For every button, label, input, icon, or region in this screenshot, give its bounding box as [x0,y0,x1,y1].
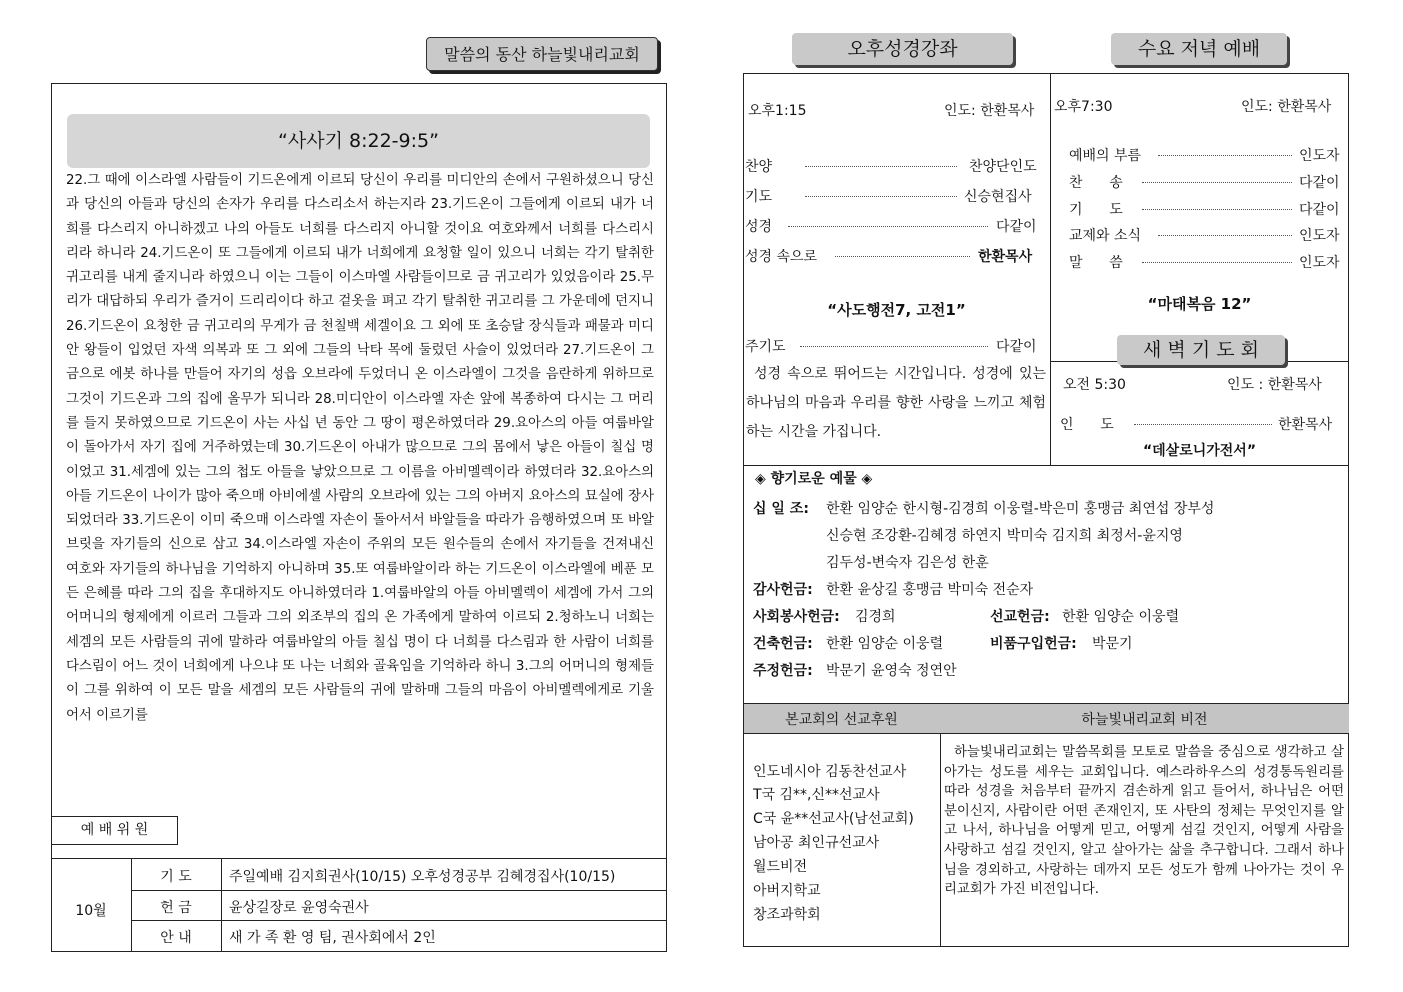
wednesday-item-value: 인도자 [1299,148,1340,164]
wednesday-passage: “마태복음 12” [1147,295,1252,313]
mission-offering-value: 한환 임양순 이웅렬 [1062,609,1180,625]
afternoon-time: 오후1:15 [748,103,807,119]
afternoon-item-value: 신승현집사 [964,189,1032,205]
committee-role-offering: 헌 금 [160,900,192,916]
afternoon-item-label: 성경 [745,219,773,235]
building-value: 한환 임양순 이웅렬 [826,636,944,652]
committee-value-offering: 윤상길장로 윤영숙권사 [229,900,369,916]
afternoon-item-label: 기도 [745,189,773,205]
wednesday-heading: 수요 저녁 예배 [1137,38,1261,60]
offering-heading: ◈ 향기로운 예물 ◈ [755,471,873,487]
scripture-title: “사사기 8:22-9:5” [278,130,439,152]
wednesday-item-label: 기 도 [1069,202,1123,218]
thanks-label: 감사헌금: [753,582,813,598]
wednesday-item-label: 교제와 소식 [1069,228,1142,244]
committee-month: 10월 [75,903,107,919]
scripture-title-bar [67,114,650,168]
vision-heading: 하늘빛내리교회 비전 [1081,712,1208,728]
mission-item: C국 윤**선교사(남선교회) [753,811,914,827]
church-name-badge [426,37,658,71]
wednesday-leader: 인도: 한환목사 [1241,99,1332,115]
afternoon-item-label: 찬양 [745,159,773,175]
afternoon-item-label: 성경 속으로 [745,249,818,265]
supplies-label: 비품구입헌금: [990,636,1077,652]
committee-label-box [51,816,178,845]
dawn-leader: 인도 : 한환목사 [1227,377,1322,393]
church-name: 말씀의 동산 하늘빛내리교회 [444,45,640,64]
wednesday-heading-pill [1111,33,1287,65]
afternoon-heading: 오후성경강좌 [847,38,958,60]
dawn-item-label: 인 도 [1060,417,1114,433]
wednesday-item-value: 다같이 [1299,175,1340,191]
building-label: 건축헌금: [753,636,813,652]
committee-value-prayer: 주일예배 김지희권사(10/15) 오후성경공부 김혜경집사(10/15) [229,869,616,885]
afternoon-passage: “사도행전7, 고전1” [827,301,966,319]
mission-item: 월드비전 [753,859,808,875]
wednesday-item-value: 다같이 [1299,202,1340,218]
dawn-item-value: 한환목사 [1278,417,1333,433]
afternoon-item-value: 찬양단인도 [969,159,1037,175]
dawn-passage: “데살로니가전서” [1142,443,1257,459]
wednesday-item-value: 인도자 [1299,228,1340,244]
afternoon-item-value: 다같이 [996,219,1037,235]
mission-item: T국 김**,신**선교사 [753,787,880,803]
afternoon-description: 성경 속으로 뛰어드는 시간입니다. 성경에 있는 하나님의 마음과 우리를 향한 사랑을 느끼고 체험하는 시간을 가집니다. [746,366,1046,440]
mission-item: 아버지학교 [753,883,821,899]
dawn-time: 오전 5:30 [1063,377,1126,393]
dawn-heading-pill [1117,335,1285,365]
wednesday-item-label: 찬 송 [1069,175,1123,191]
tithe-line: 한환 임양순 한시형-김경희 이웅렬-박은미 홍맹금 최연섭 장부성 [826,501,1215,517]
tithe-line: 신승현 조강환-김혜경 하연지 박미숙 김지희 최정서-윤지영 [826,528,1183,544]
mission-item: 인도네시아 김동찬선교사 [753,764,907,780]
social-value: 김경희 [855,609,896,625]
wednesday-item-label: 말 씀 [1069,255,1123,271]
scripture-text: 22.그 때에 이스라엘 사람들이 기드온에게 이르되 당신이 우리를 미디안의 손에서 구원하셨으니 당신과 당신의 아들과 당신의 손자가 우리를 다스리소서 하는지라 23.기드온이 그들에게 이르되 내가 너희를 다스리지 아니하겠고 나의 아들도 너희를 다스리지 아니할 것이요 여호와께서 너희를 다스리시리라 하니라 24.기드온이 또 그들에게 이르되 내가 너희에게 요청할 일이 있으니 너희는 각기 탈취한 귀고리를 내게 줄지니라 하였으니 이는 그들이 이스마엘 사람들이므로 금 귀고리가 있었음이라 25.무리가 대답하되 우리가 즐거이 드리리이다 하고 겉옷을 펴고 각기 탈취한 귀고리를 그 가운데에 던지니 26.기드온이 요청한 금 귀고리의 무게가 금 천칠백 세겔이요 그 외에 또 초승달 장식들과 패물과 미디안 왕들이 입었던 자색 의복과 또 그 외에 그들의 낙타 목에 둘렀던 사슬이 있었더라 27.기드온이 그 금으로 에봇 하나를 만들어 자기의 성읍 오브라에 두었더니 온 이스라엘이 그것을 음란하게 위하므로 그것이 기드온과 그의 집에 올무가 되니라 28.미디안이 이스라엘 자손 앞에 복종하여 다시는 그 머리를 들지 못하였으므로 기드온이 사는 사십 년 동안 그 땅이 평온하였더라 29.요아스의 아들 여룹바알이 돌아가서 자기 집에 거주하였는데 30.기드온이 아내가 많으므로 그의 몸에서 낳은 아들이 칠십 명이었고 31.세겜에 있는 그의 첩도 아들을 낳았으므로 그 이름을 아비멜렉이라 하였더라 32.요아스의 아들 기드온이 나이가 많아 죽으매 아비에셀 사람의 오브라에 있는 그의 아버지 요아스의 묘실에 장사되었더라 33.기드온이 이미 죽으매 이스라엘 자손이 돌아서서 바알들을 따라가 음행하였으며 또 바알브릿을 자기들의 신으로 삼고 34.이스라엘 자손이 주위의 모든 원수들의 손에서 자기들을 건져내신 여호와 자기들의 하나님을 기억하지 아니하며 35.또 여룹바알이라 하는 기드온이 이스라엘에 베푼 모든 은혜를 따라 그의 집을 후대하지도 아니하였더라 1.여룹바알의 아들 아비멜렉이 세겜에 가서 그의 어머니의 형제에게 이르러 그들과 그의 외조부의 집의 온 가족에게 말하여 이르되 2.청하노니 너희는 세겜의 모든 사람들의 귀에 말하라 여룹바알의 아들 칠십 명이 다 너희를 다스림과 한 사람이 너희를 다스림이 어느 것이 너희에게 나으냐 또 나는 너희와 골육임을 기억하라 하니 3.그의 어머니의 형제들이 그를 위하여 이 모든 말을 세겜의 모든 사람들의 귀에 말하매 그들의 마음이 아비멜렉에게로 기울어서 이르기를 [66,173,654,723]
afternoon-leader: 인도: 한환목사 [944,103,1035,119]
dawn-heading: 새 벽 기 도 회 [1143,339,1259,361]
mission-offering-label: 선교헌금: [990,609,1050,625]
committee-role-usher: 안 내 [160,930,192,946]
afternoon-item-value: 한환목사 [978,249,1033,265]
wednesday-item-label: 예배의 부름 [1069,148,1142,164]
regular-value: 박문기 윤영숙 정연안 [826,663,957,679]
supplies-value: 박문기 [1092,636,1133,652]
afternoon-heading-pill [792,33,1013,65]
vision-text: 하늘빛내리교회는 말씀목회를 모토로 말씀을 중심으로 생각하고 살아가는 성도를 세우는 교회입니다. 예스라하우스의 성경통독원리를 따라 성경을 처음부터 끝까지 겸손하게 읽고 들어서, 하나님은 어떤 분이신지, 사람이란 어떤 존재인지, 또 사탄의 정체는 무엇인지를 알고 나서, 하나님을 어떻게 믿고, 어떻게 섬길 것인지, 어떻게 사람을 사랑하고 섬길 것인지, 알고 살아가는 삶을 추구합니다. 그래서 하나님을 경외하고, 사랑하는 데까지 모든 성도가 함께 나아가는 것이 우리교회가 가진 비전입니다. [944,745,1344,898]
social-label: 사회봉사헌금: [753,609,840,625]
tithe-line: 김두성-변숙자 김은성 한훈 [826,555,989,571]
afternoon-closing-label: 주기도 [745,339,786,355]
afternoon-closing-value: 다같이 [996,339,1037,355]
mission-item: 남아공 최인규선교사 [753,835,880,851]
committee-role-prayer: 기 도 [160,869,192,885]
thanks-value: 한환 윤상길 홍맹금 박미숙 전순자 [826,582,1034,598]
committee-label: 예 배 위 원 [80,822,149,838]
wednesday-item-value: 인도자 [1299,255,1340,271]
wednesday-time: 오후7:30 [1054,99,1113,115]
regular-label: 주정헌금: [753,663,813,679]
committee-value-usher: 새 가 족 환 영 팀, 권사회에서 2인 [229,930,436,946]
missions-heading: 본교회의 선교후원 [785,712,898,728]
tithe-label: 십 일 조: [753,501,809,517]
mission-item: 창조과학회 [753,907,821,923]
